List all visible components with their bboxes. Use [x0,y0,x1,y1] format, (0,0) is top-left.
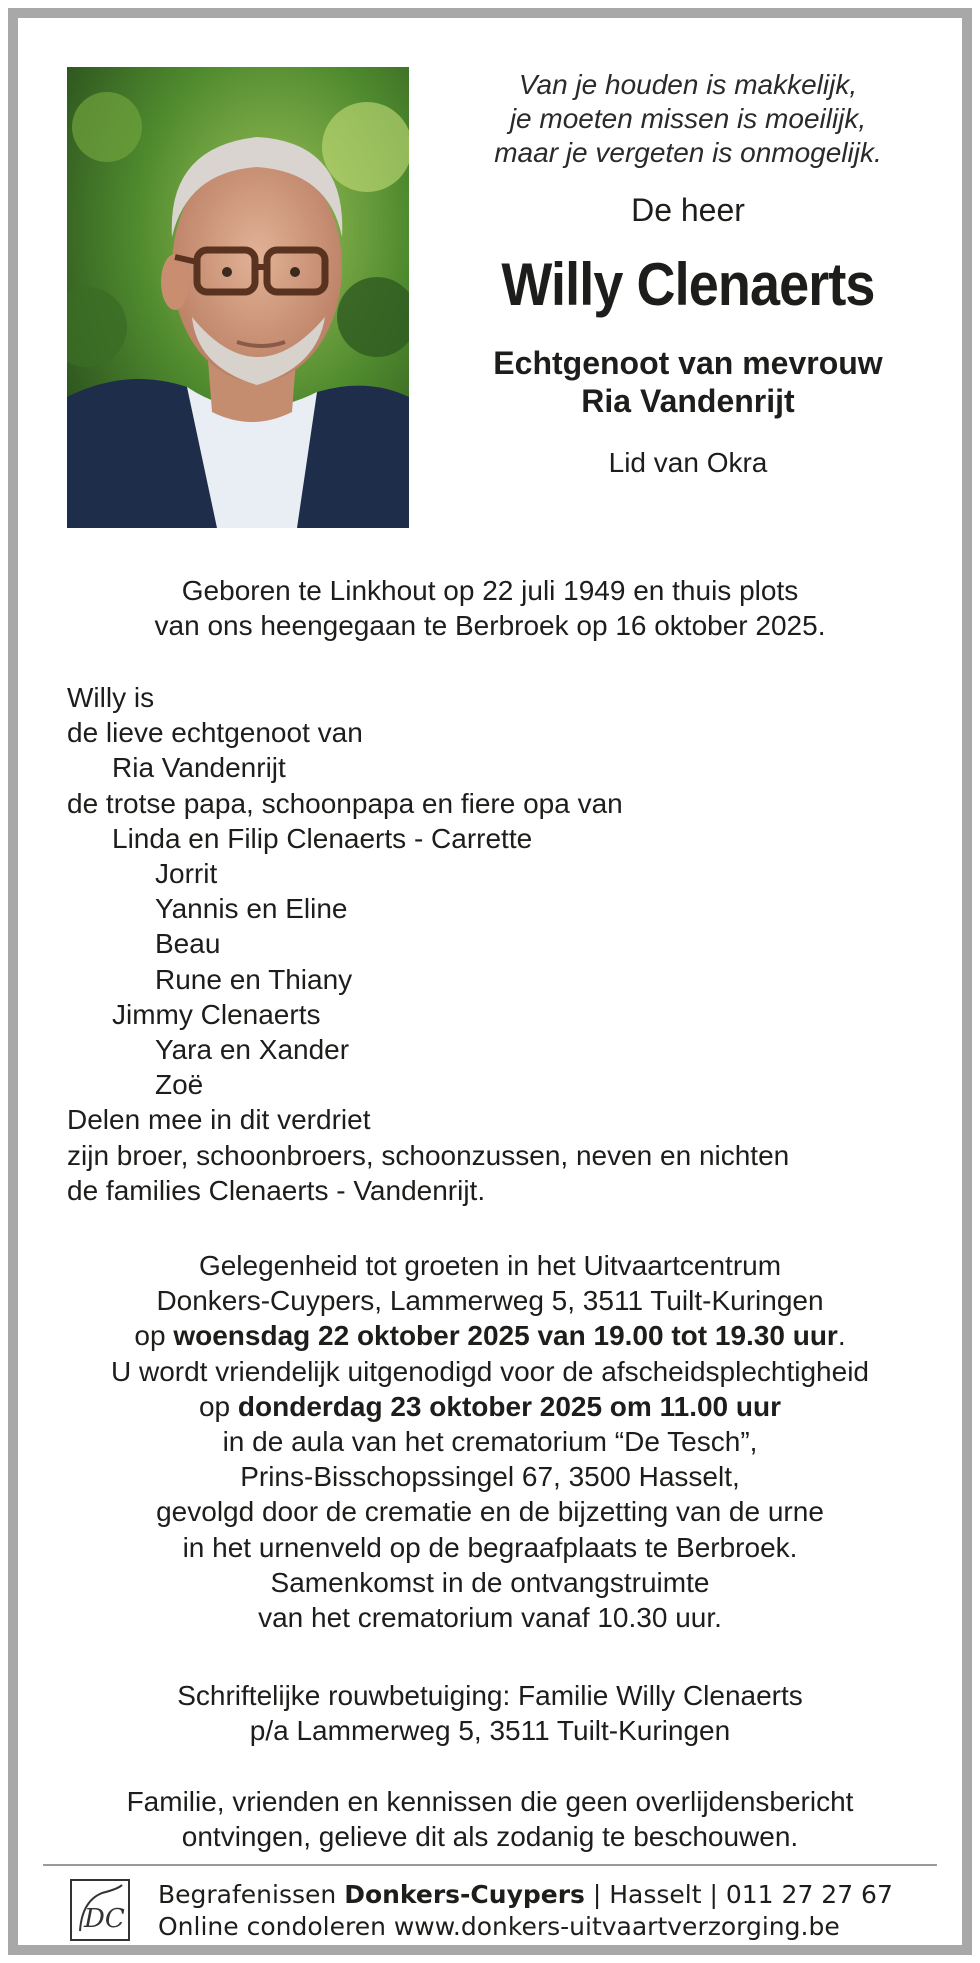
text: op [134,1320,174,1352]
ceremony-line: in het urnenveld op de begraafplaats te Berbroek. [182,1531,798,1563]
spouse-info [438,344,938,420]
ceremony-line [18,1318,962,1353]
text: . [837,1320,846,1352]
poem [438,68,938,170]
ceremony-line: van het crematorium vanaf 10.30 uur. [258,1602,722,1634]
family-line: Willy is [67,682,155,713]
text: Begrafenissen [158,1880,345,1909]
ceremony-info [18,1248,962,1635]
poem-line: je moeten missen is moeilijk, [509,103,867,134]
ceremony-line [18,1389,962,1424]
family-line: Delen mee in dit verdriet [67,1104,371,1136]
family-line: de families Clenaerts - Vandenrijt. [67,1174,486,1206]
condolence-address [18,1678,962,1748]
born-line: Geboren te Linkhout op 22 juli 1949 en thuis plots [181,575,799,606]
funeral-home-logo [70,1879,130,1941]
family-line: Ria Vandenrijt [112,752,286,784]
funeral-home-name: Donkers-Cuypers [344,1880,585,1909]
portrait-illustration [67,67,409,528]
ceremony-datetime: donderdag 23 oktober 2025 om 11.00 uur [237,1390,781,1422]
footer [70,1873,950,1953]
family-line: de trotse papa, schoonpapa en fiere opa van [67,787,623,819]
family-line: zijn broer, schoonbroers, schoonzussen, neven en nichten [67,1139,790,1171]
logo-letters: DC [84,1904,125,1934]
notice-text [18,1784,962,1854]
poem-line: maar je vergeten is onmogelijk. [494,137,882,168]
family-line: Jimmy Clenaerts [112,998,321,1030]
ceremony-line: Donkers-Cuypers, Lammerweg 5, 3511 Tuilt-Kuringen [156,1285,824,1317]
family-line: Rune en Thiany [155,963,353,995]
family-list [67,680,947,1208]
family-line: Beau [155,928,221,960]
funeral-home-info [158,1879,893,1943]
membership: Lid van Okra [608,447,768,478]
poem-line: Van je houden is makkelijk, [518,69,858,100]
ceremony-line: U wordt vriendelijk uitgenodigd voor de afscheidsplechtigheid [110,1355,869,1387]
ceremony-line: gevolgd door de crematie en de bijzetting van de urne [156,1496,824,1528]
family-line: Jorrit [155,858,218,890]
text: | Hasselt | 011 27 27 67 [584,1880,893,1909]
condolence-line: p/a Lammerweg 5, 3511 Tuilt-Kuringen [249,1715,731,1746]
footer-divider [43,1864,937,1866]
notice-frame [8,8,972,1955]
born-line: van ons heengegaan te Berbroek op 16 oktober 2025. [154,610,826,641]
footer-line: Online condoleren www.donkers-uitvaartverzorging.be [158,1912,840,1941]
condolence-line: Schriftelijke rouwbetuiging: Familie Willy Clenaerts [177,1680,803,1711]
portrait-photo [67,67,409,528]
visitation-datetime: woensdag 22 oktober 2025 van 19.00 tot 19.30 uur [173,1320,838,1352]
deceased-name: Willy Clenaerts [501,251,875,318]
family-line: de lieve echtgenoot van [67,717,363,749]
notice-line: ontvingen, gelieve dit als zodanig te beschouwen. [181,1821,799,1852]
footer-line [158,1879,893,1911]
title-prefix: De heer [631,192,745,228]
family-line: Zoë [155,1069,204,1101]
ceremony-line: Prins-Bisschopssingel 67, 3500 Hasselt, [240,1461,740,1493]
notice-line: Familie, vrienden en kennissen die geen overlijdensbericht [126,1786,854,1817]
text: op [198,1390,238,1422]
birth-death-info [18,573,962,643]
ceremony-line: Samenkomst in de ontvangstruimte [270,1566,710,1598]
family-line: Yannis en Eline [155,893,348,925]
ceremony-line: in de aula van het crematorium “De Tesch”, [222,1426,758,1458]
spouse-line: Echtgenoot van mevrouw [493,345,883,381]
ceremony-line: Gelegenheid tot groeten in het Uitvaartcentrum [198,1250,782,1281]
family-line: Yara en Xander [155,1034,350,1066]
family-line: Linda en Filip Clenaerts - Carrette [112,822,533,854]
notice-header [438,68,938,480]
spouse-line: Ria Vandenrijt [581,383,795,419]
